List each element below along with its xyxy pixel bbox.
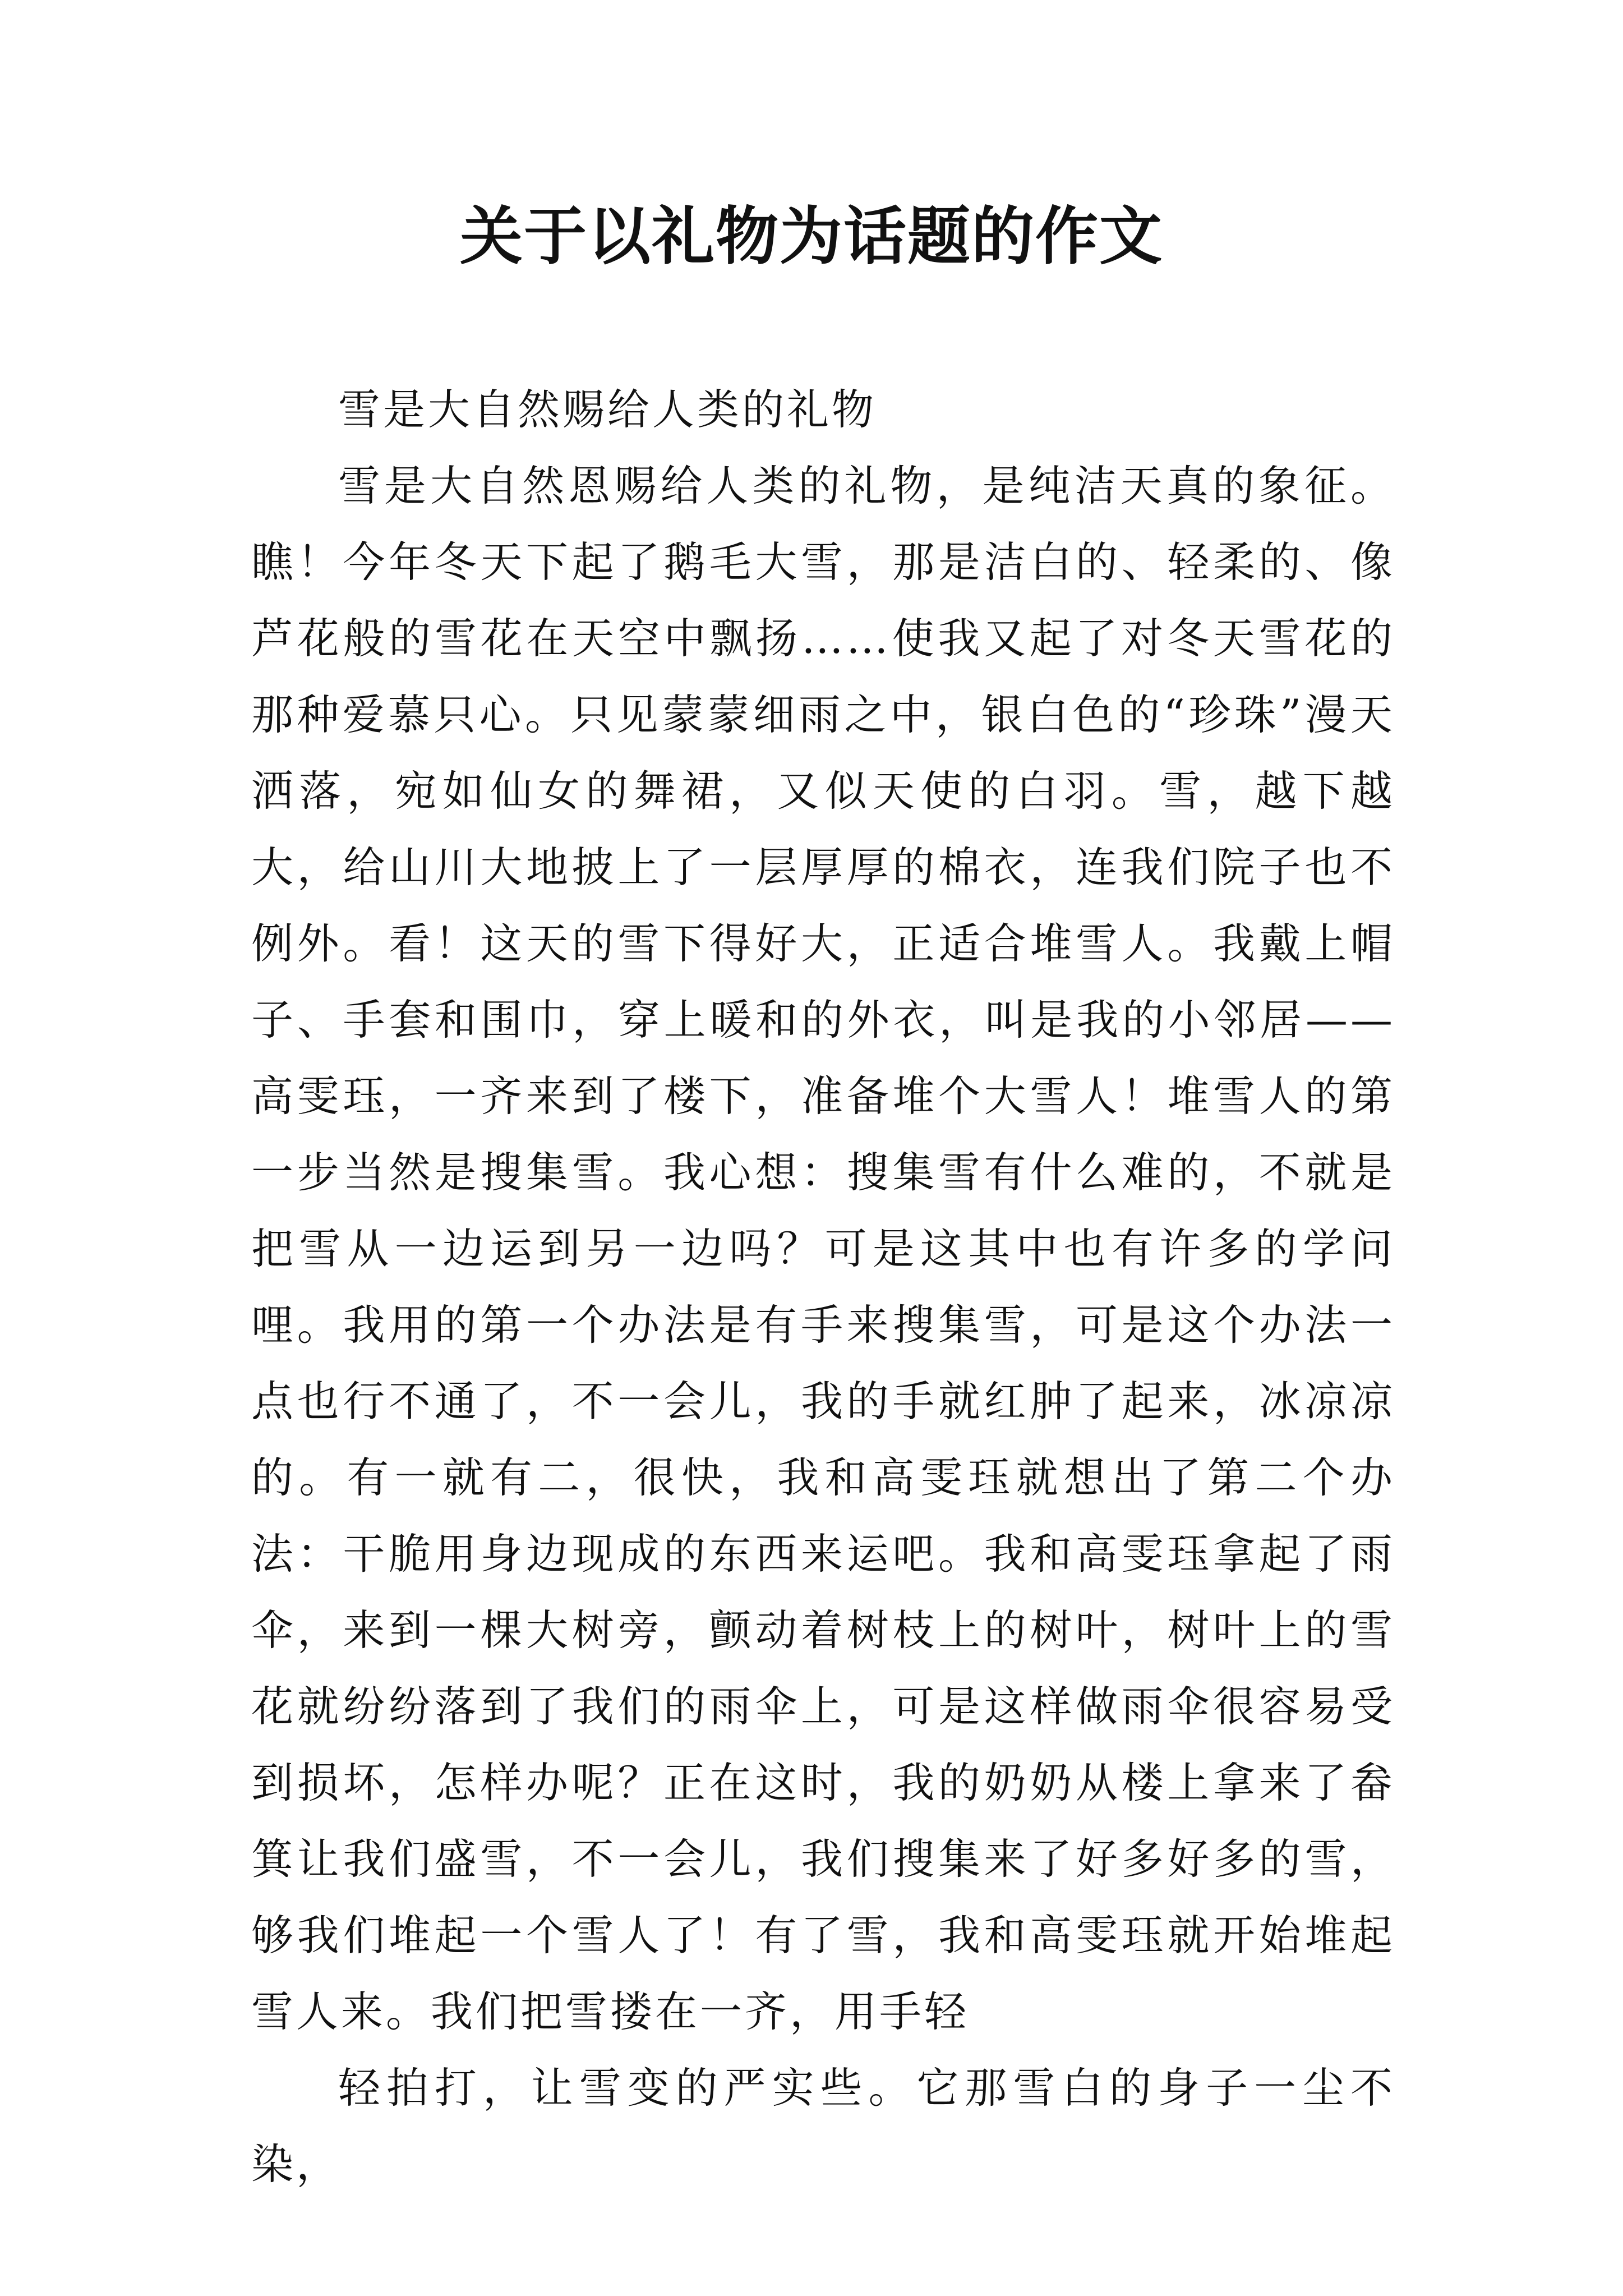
document-title: 关于以礼物为话题的作文 [460, 200, 1163, 273]
main-paragraph: 雪是大自然恩赐给人类的礼物，是纯洁天真的象征。瞧！今年冬天下起了鹅毛大雪，那是洁白的、轻柔的、像芦花般的雪花在天空中飘扬……使我又起了对冬天雪花的那种爱慕只心。只见蒙蒙细雨之中，银白色的“珍珠”漫天洒落，宛如仙女的舞裙，又似天使的白羽。雪，越下越大，给山川大地披上了一层厚厚的棉衣，连我们院子也不例外。看！这天的雪下得好大，正适合堆雪人。我戴上帽子、手套和围巾，穿上暖和的外衣，叫是我的小邻居——高雯珏，一齐来到了楼下，准备堆个大雪人！堆雪人的第一步当然是搜集雪。我心想：搜集雪有什么难的，不就是把雪从一边运到另一边吗？可是这其中也有许多的学问哩。我用的第一个办法是有手来搜集雪，可是这个办法一点也行不通了，不一会儿，我的手就红肿了起来，冰凉凉的。有一就有二，很快，我和高雯珏就想出了第二个办法：干脆用身边现成的东西来运吧。我和高雯珏拿起了雨伞，来到一棵大树旁，颤动着树枝上的树叶，树叶上的雪花就纷纷落到了我们的雨伞上，可是这样做雨伞很容易受到损坏，怎样办呢？正在这时，我的奶奶从楼上拿来了畚箕让我们盛雪，不一会儿，我们搜集来了好多好多的雪，够我们堆起一个雪人了！有了雪，我和高雯珏就开始堆起雪人来。我们把雪搂在一齐，用手轻 [251, 461, 1395, 2036]
subtitle-paragraph: 雪是大自然赐给人类的礼物 [338, 385, 877, 434]
continuation-paragraph: 轻拍打，让雪变的严实些。它那雪白的身子一尘不染， [251, 2063, 1395, 2189]
document-body [251, 371, 1395, 2202]
